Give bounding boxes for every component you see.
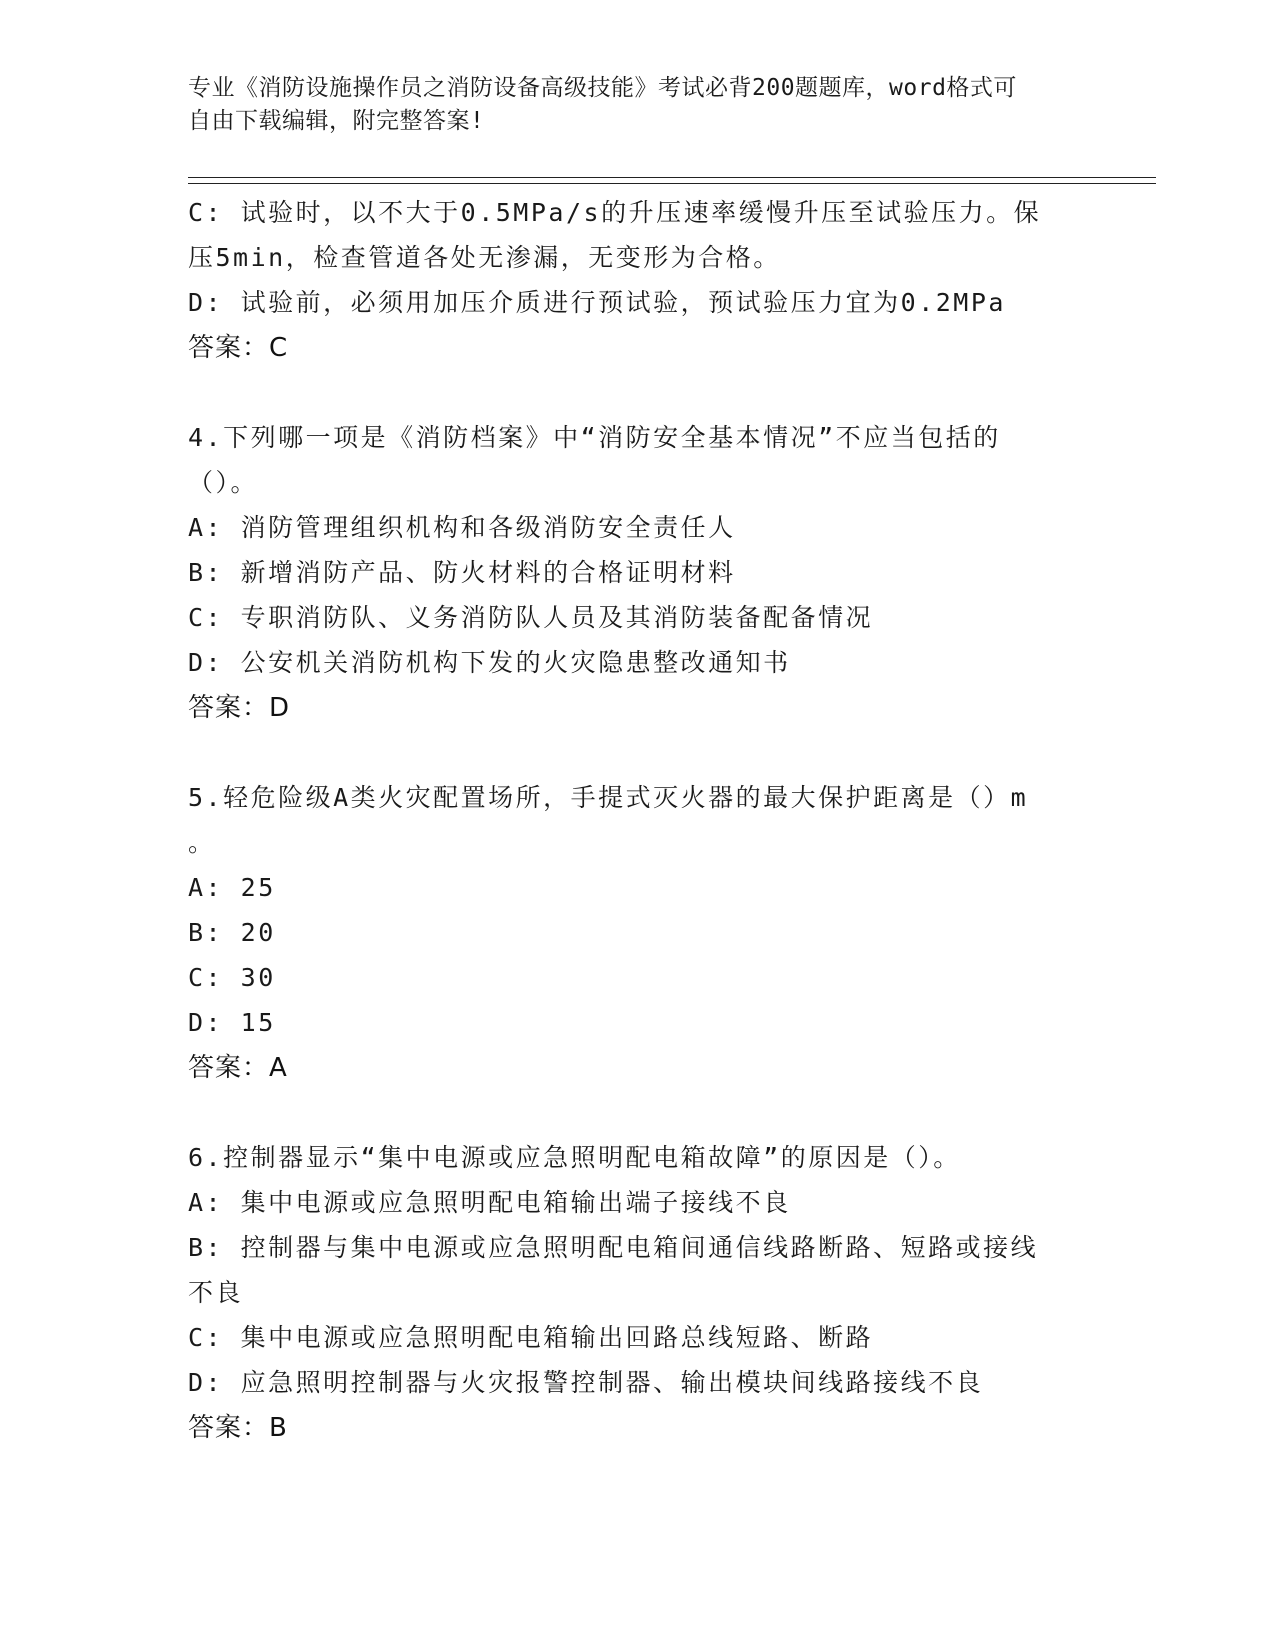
answer: 答案：A (188, 1053, 288, 1083)
document-header (188, 72, 1068, 138)
question-3-tail (188, 190, 1088, 371)
option-c: C: 专职消防队、义务消防队人员及其消防装备配备情况 (188, 603, 874, 632)
option-c: C: 集中电源或应急照明配电箱输出回路总线短路、断路 (188, 1323, 874, 1352)
option-b: B: 控制器与集中电源或应急照明配电箱间通信线路断路、短路或接线 (188, 1233, 1039, 1262)
question-5 (188, 775, 1088, 1091)
option-b: B: 20 (188, 918, 276, 947)
header-line-1: 专业《消防设施操作员之消防设备高级技能》考试必背200题题库，word格式可 (188, 75, 1017, 101)
option-c: C: 试验时，以不大于0.5MPa/s的升压速率缓慢升压至试验压力。保 (188, 198, 1042, 227)
option-d: D: 应急照明控制器与火灾报警控制器、输出模块间线路接线不良 (188, 1368, 984, 1397)
option-a: A: 25 (188, 873, 276, 902)
question-4 (188, 415, 1088, 731)
header-line-2: 自由下载编辑，附完整答案! (188, 108, 485, 134)
header-rule-top (188, 177, 1156, 178)
option-b-continued: 不良 (188, 1278, 244, 1307)
answer: 答案：B (188, 1413, 288, 1443)
question-text: 4.下列哪一项是《消防档案》中“消防安全基本情况”不应当包括的 (188, 423, 1001, 452)
answer: 答案：D (188, 693, 291, 723)
option-d: D: 公安机关消防机构下发的火灾隐患整改通知书 (188, 648, 791, 677)
header-rule-bottom (188, 183, 1156, 184)
option-b: B: 新增消防产品、防火材料的合格证明材料 (188, 558, 736, 587)
option-c-continued: 压5min，检查管道各处无渗漏，无变形为合格。 (188, 243, 781, 272)
question-text-continued: （）。 (188, 468, 259, 497)
question-6 (188, 1135, 1088, 1451)
option-a: A: 消防管理组织机构和各级消防安全责任人 (188, 513, 736, 542)
option-d: D: 15 (188, 1008, 276, 1037)
question-text-continued: 。 (188, 828, 216, 857)
answer: 答案：C (188, 333, 289, 363)
document-body (188, 190, 1088, 1451)
option-c: C: 30 (188, 963, 276, 992)
question-text: 5.轻危险级A类火灾配置场所，手提式灭火器的最大保护距离是（）m (188, 783, 1029, 812)
option-a: A: 集中电源或应急照明配电箱输出端子接线不良 (188, 1188, 791, 1217)
option-d: D: 试验前，必须用加压介质进行预试验，预试验压力宜为0.2MPa (188, 288, 1006, 317)
question-text: 6.控制器显示“集中电源或应急照明配电箱故障”的原因是（）。 (188, 1143, 961, 1172)
